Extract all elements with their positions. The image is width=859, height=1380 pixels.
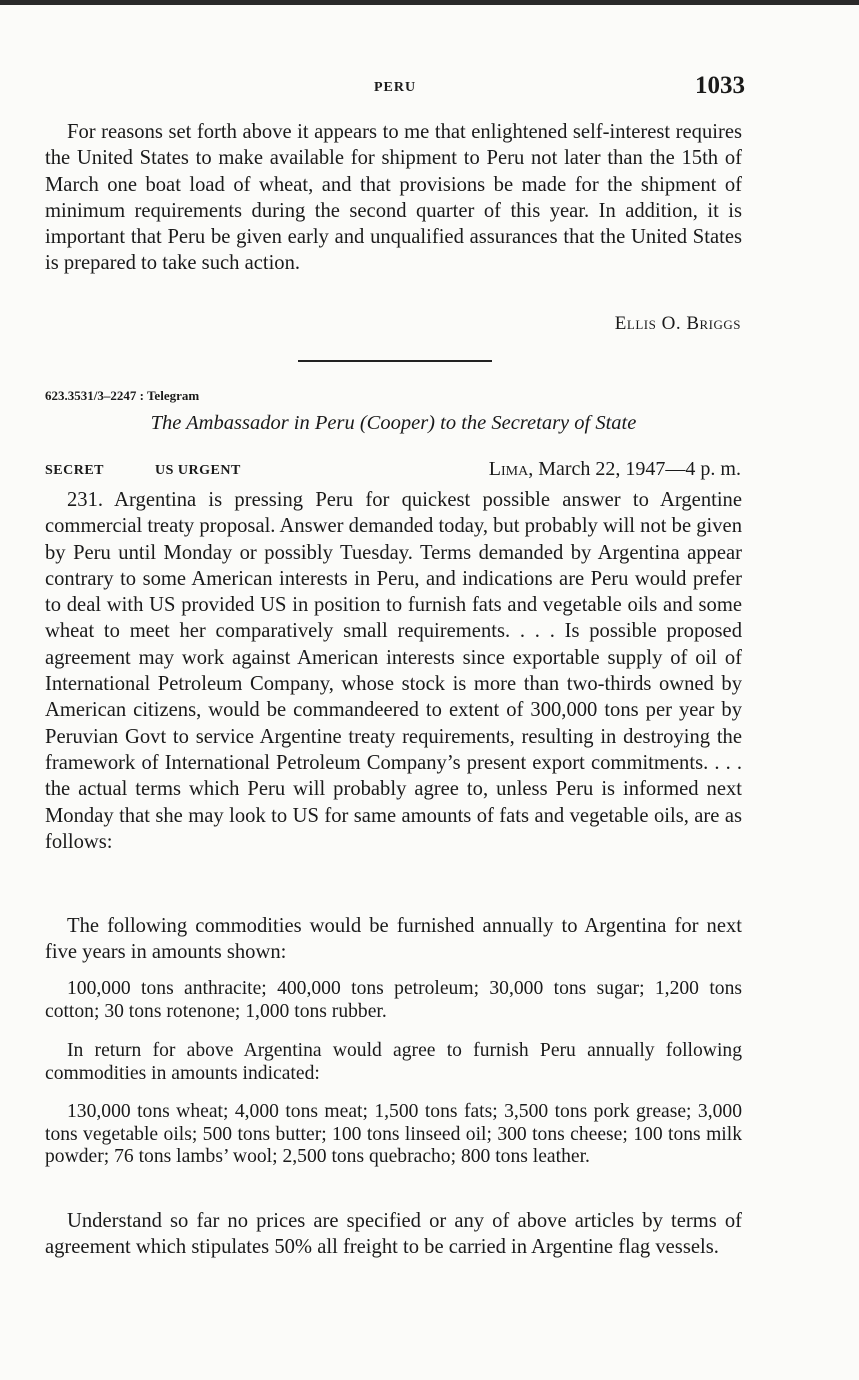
classification-label: SECRET [45,463,105,478]
dateline-place: Lima [488,458,529,480]
document-title: The Ambassador in Peru (Cooper) to the Secretary of State [150,412,637,434]
signature: Ellis O. Briggs [614,313,741,334]
telegram-body-paragraph-3: In return for above Argentina would agree to furnish Peru annually following commodities in amounts indicated: [45,1040,742,1084]
file-reference: 623.3531/3–2247 : Telegram [45,388,200,403]
page-top-rule [0,0,859,5]
telegram-body-paragraph-1: 231. Argentina is pressing Peru for quickest possible answer to Argentine commercial treaty proposal. Answer demanded today, but probably will not be given by Peru until Monday or possibly Tuesday. Terms demanded by Argentina appear contrary to some American interests in Peru, and indications are Peru would prefer to deal with US provided US in position to furnish fats and vegetable oils and some wheat to meet her comparatively small requirements. . . . Is possible proposed agreement may work against American interests since exportable supply of oil of International Petroleum Company, whose stock is more than two-thirds owned by American citizens, would be commandeered to extent of 300,000 tons per year by Peruvian Govt to service Argentine treaty requirements, resulting in destroying the framework of International Petroleum Company’s present export commitments. . . . the actual terms which Peru will probably agree to, unless Peru is informed next Monday that she may look to US for same amounts of fats and vegetable oils, are as follows: [45,489,742,853]
telegram-body-paragraph-4: Understand so far no prices are specified or any of above articles by terms of agreement which stipulates 50% all freight to be carried in Argentine flag vessels. [45,1210,742,1259]
telegram-body-paragraph-2: The following commodities would be furnished annually to Argentina for next five years in amounts shown: [45,915,742,964]
page-number: 1033 [695,72,745,99]
section-divider [298,360,492,362]
letter-closing-paragraph: For reasons set forth above it appears to me that enlightened self-interest requires the United States to make available for shipment to Peru not later than the 15th of March one boat load of wheat, and that provisions be made for the shipment of minimum requirements during the second quarter of this year. In addition, it is important that Peru be given early and unqualified assurances that the United States is prepared to take such action. [45,121,742,275]
export-commodity-list: 100,000 tons anthracite; 400,000 tons petroleum; 30,000 tons sugar; 1,200 tons cotton; 30 tons rotenone; 1,000 tons rubber. [45,978,742,1022]
dateline [489,458,741,481]
import-commodity-list: 130,000 tons wheat; 4,000 tons meat; 1,500 tons fats; 3,500 tons pork grease; 3,000 tons vegetable oils; 500 tons butter; 100 tons linseed oil; 300 tons cheese; 100 tons milk powder; 76 tons lambs’ wool; 2,500 tons quebracho; 800 tons leather. [45,1101,742,1167]
priority-label: US URGENT [155,463,241,478]
running-head: PERU [373,80,417,95]
dateline-date: , March 22, 1947—4 p. m. [528,458,741,480]
page-header [45,74,745,104]
